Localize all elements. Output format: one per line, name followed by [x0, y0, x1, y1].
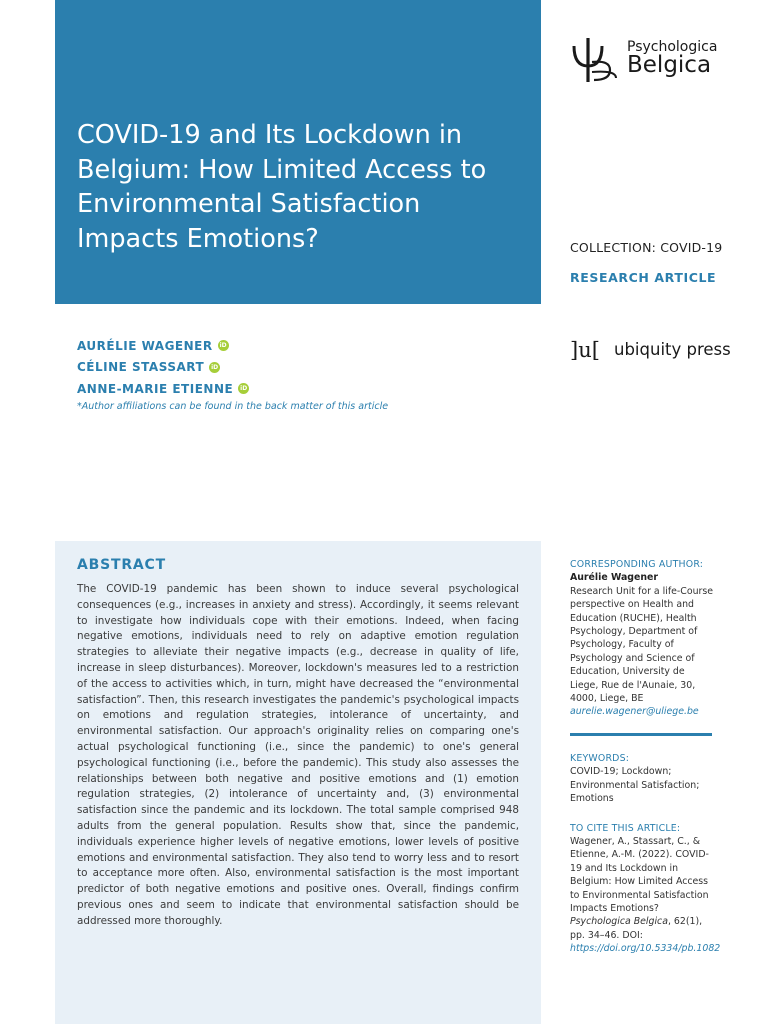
corresponding-author-address: Research Unit for a life-Course perspective on Health and Education (RUCHE), Health Psychology, Department of Psychology, Faculty of Psychology and Science of Education, University de Liege, Rue de l'Aunaie, 30, 4000, Liege, BE: [570, 585, 714, 705]
orcid-icon[interactable]: iD: [240, 385, 248, 393]
orcid-icon[interactable]: iD: [211, 363, 219, 371]
keywords-label: KEYWORDS:: [570, 752, 630, 764]
citation-volume: , 62(1), pp. 34–46. DOI:: [570, 916, 703, 941]
cite-label: TO CITE THIS ARTICLE:: [570, 822, 681, 834]
publisher-name: ubiquity press: [614, 340, 731, 359]
sidebar-gap: [570, 806, 715, 822]
journal-name-bottom: Belgica: [627, 52, 712, 78]
author-item: [77, 357, 249, 379]
keywords-text: COVID-19; Lockdown; Environmental Satisfaction; Emotions: [570, 766, 700, 805]
corresponding-author-email[interactable]: aurelie.wagener@uliege.be: [570, 706, 699, 718]
citation: [570, 835, 721, 956]
publisher-mark: ]u[: [570, 338, 600, 362]
journal-name-top: Psychologica: [627, 39, 718, 55]
journal-logo: [570, 36, 730, 84]
article-title: COVID-19 and Its Lockdown in Belgium: How Limited Access to Environmental Satisfaction Impacts Emotions?: [77, 120, 487, 254]
article-type-label: RESEARCH ARTICLE: [570, 270, 717, 285]
citation-journal: Psychologica Belgica: [570, 916, 668, 928]
affiliation-note: *Author affiliations can be found in the back matter of this article: [77, 401, 389, 412]
orcid-icon[interactable]: iD: [219, 342, 227, 350]
abstract-panel: [55, 541, 541, 1024]
abstract-text: The COVID-19 pandemic has been shown to induce several psychological consequences (e.g., increases in anxiety and stress). Accordingly, it seems relevant to investigate how individuals cope with their emotions. Indeed, when facing negative emotions, individuals need to rely on adaptive emotion regulation strategies to alleviate their negative impacts (e.g., decrease in quality of life, increase in sleep disturbances). Moreover, lockdown's measures led to a restriction of the access to activities which, in turn, might have decreased the “environmental satisfaction”. Then, this research investigates the pandemic's psychological impacts on emotions and regulation strategies, intolerance of uncertainty, and environmental satisfaction. Our approach's originality relies on comparing one's actual psychological functioning (i.e., since the pandemic) to one's general psychological functioning (i.e., before the pandemic). This study also assesses the relationships between both negative and positive emotions and (1) emotion regulation strategies, (2) intolerance of uncertainty and, (3) environmental satisfaction since the pandemic and its lockdown. The total sample comprised 948 adults from the general population. Results show that, since the pandemic, individuals experience higher levels of negative emotions, lower levels of positive emotions and environmental satisfaction. They also tend to worry less and to resort to acceptance more often. Also, environmental satisfaction is the most important predictor of both negative emotions and positive ones. Overall, findings confirm previous ones and seem to indicate that environmental satisfaction should be addressed more thoroughly.: [77, 583, 519, 927]
title-block: [55, 0, 541, 304]
sidebar-divider: [570, 733, 712, 736]
author-name[interactable]: CÉLINE STASSART: [77, 360, 205, 375]
sidebar: [570, 558, 721, 956]
abstract-heading: ABSTRACT: [77, 557, 166, 573]
corresponding-author-label: CORRESPONDING AUTHOR:: [570, 559, 704, 570]
author-name[interactable]: ANNE-MARIE ETIENNE: [77, 381, 234, 396]
psi-logo-icon: [570, 36, 622, 84]
author-name[interactable]: AURÉLIE WAGENER: [77, 338, 213, 353]
corresponding-author-name: Aurélie Wagener: [570, 572, 659, 584]
citation-text: Wagener, A., Stassart, C., & Etienne, A.-M. (2022). COVID-19 and Its Lockdown in Belgium: How Limited Access to Environmental Satisfaction Impacts Emotions?: [570, 835, 709, 914]
author-item: [77, 335, 249, 357]
author-item: [77, 378, 249, 400]
citation-doi-link[interactable]: https://doi.org/10.5334/pb.1082: [570, 943, 721, 955]
collection-label: COLLECTION: COVID-19: [570, 240, 723, 255]
author-list: [77, 335, 249, 400]
